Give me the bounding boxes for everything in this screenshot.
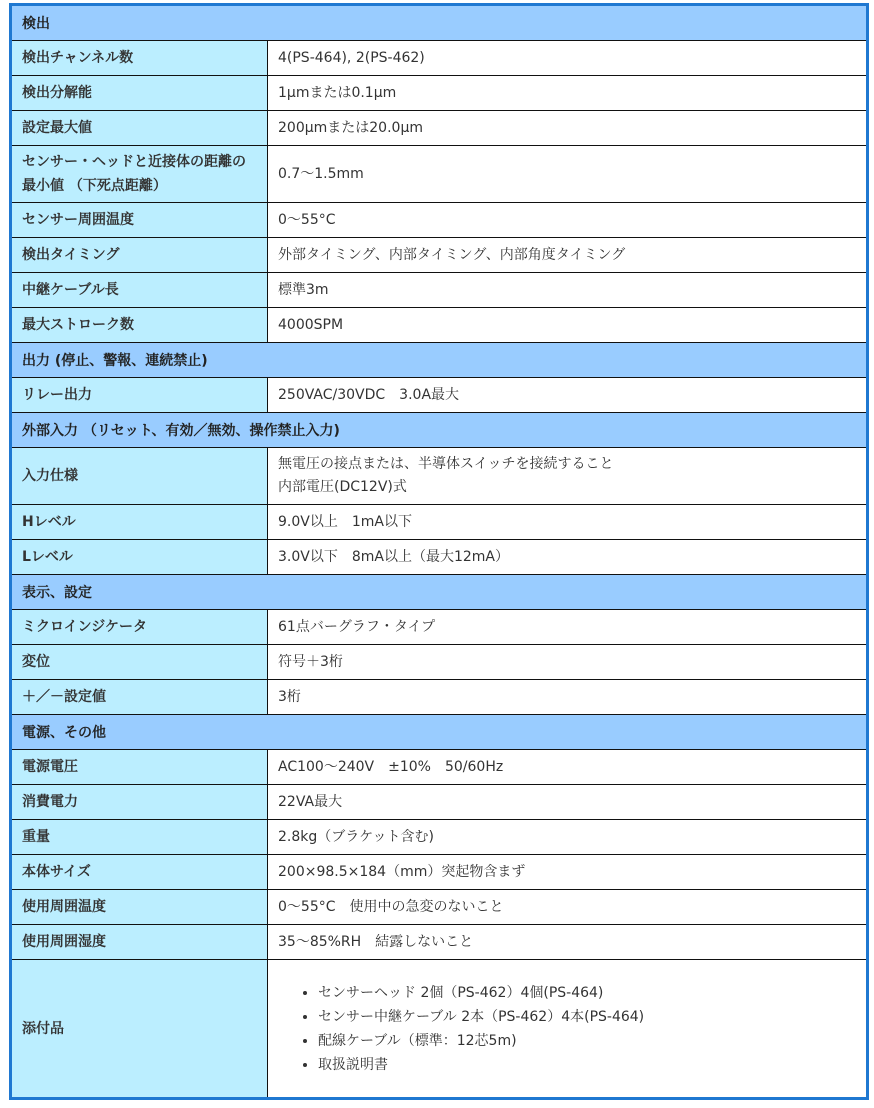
row-value: 4(PS-464), 2(PS-462) <box>268 41 868 76</box>
row-label: ミクロインジケータ <box>11 610 268 645</box>
value-line: 内部電圧(DC12V)式 <box>278 479 407 495</box>
list-item: • 配線ケーブル（標準：12芯5m) <box>318 1029 856 1053</box>
table-row <box>11 308 868 343</box>
table-row <box>11 890 868 925</box>
row-label: 添付品 <box>11 960 268 1099</box>
row-label: ＋／－設定値 <box>11 680 268 715</box>
row-label: 検出タイミング <box>11 238 268 273</box>
row-label: 本体サイズ <box>11 855 268 890</box>
table-row <box>11 820 868 855</box>
row-value: 標準3m <box>268 273 868 308</box>
row-value: AC100〜240V ±10% 50/60Hz <box>268 750 868 785</box>
table-row <box>11 203 868 238</box>
row-label: センサー・ヘッドと近接体の距離の最小値 （下死点距離） <box>11 146 268 203</box>
list-item: • センサーヘッド 2個（PS-462）4個(PS-464) <box>318 981 856 1005</box>
section-title: 検出 <box>11 5 868 41</box>
row-label: リレー出力 <box>11 378 268 413</box>
table-row <box>11 680 868 715</box>
row-value: 35〜85%RH 結露しないこと <box>268 925 868 960</box>
spec-table <box>9 3 869 1100</box>
row-value: 3.0V以下 8mA以上（最大12mA） <box>268 540 868 575</box>
row-label: 検出チャンネル数 <box>11 41 268 76</box>
section-header-output <box>11 343 868 378</box>
table-row-accessories <box>11 960 868 1099</box>
table-row <box>11 111 868 146</box>
section-header-power-other <box>11 715 868 750</box>
section-title: 電源、その他 <box>11 715 868 750</box>
row-label: 検出分解能 <box>11 76 268 111</box>
row-label: Lレベル <box>11 540 268 575</box>
section-header-external-input <box>11 413 868 448</box>
row-value: 22VA最大 <box>268 785 868 820</box>
row-label: 使用周囲湿度 <box>11 925 268 960</box>
section-title: 出力 (停止、警報、連続禁止) <box>11 343 868 378</box>
section-header-display-settings <box>11 575 868 610</box>
table-row <box>11 76 868 111</box>
row-value: 4000SPM <box>268 308 868 343</box>
row-value: 2.8kg（ブラケット含む) <box>268 820 868 855</box>
row-label: 消費電力 <box>11 785 268 820</box>
row-value: 3桁 <box>268 680 868 715</box>
table-row <box>11 785 868 820</box>
row-label: 電源電圧 <box>11 750 268 785</box>
list-item: • センサー中継ケーブル 2本（PS-462）4本(PS-464) <box>318 1005 856 1029</box>
section-title: 外部入力 （リセット、有効／無効、操作禁止入力) <box>11 413 868 448</box>
list-item: • 取扱説明書 <box>318 1053 856 1077</box>
table-row <box>11 610 868 645</box>
table-row <box>11 378 868 413</box>
section-header-detection <box>11 5 868 41</box>
row-label: 重量 <box>11 820 268 855</box>
table-row <box>11 925 868 960</box>
row-label: 入力仕様 <box>11 448 268 505</box>
row-label: 設定最大値 <box>11 111 268 146</box>
section-title: 表示、設定 <box>11 575 868 610</box>
value-line: 無電圧の接点または、半導体スイッチを接続すること <box>278 456 614 472</box>
table-row <box>11 448 868 505</box>
table-row <box>11 146 868 203</box>
accessories-list <box>278 981 856 1077</box>
row-value: 250VAC/30VDC 3.0A最大 <box>268 378 868 413</box>
row-value: 0.7〜1.5mm <box>268 146 868 203</box>
row-value: 9.0V以上 1mA以下 <box>268 505 868 540</box>
table-row <box>11 238 868 273</box>
table-row <box>11 505 868 540</box>
table-row <box>11 645 868 680</box>
table-row <box>11 273 868 308</box>
row-value: 1μmまたは0.1μm <box>268 76 868 111</box>
row-label: 使用周囲温度 <box>11 890 268 925</box>
row-value <box>268 448 868 505</box>
row-label: センサー周囲温度 <box>11 203 268 238</box>
row-label: 中継ケーブル長 <box>11 273 268 308</box>
row-value: 外部タイミング、内部タイミング、内部角度タイミング <box>268 238 868 273</box>
row-value <box>268 960 868 1099</box>
table-row <box>11 750 868 785</box>
row-value: 61点バーグラフ・タイプ <box>268 610 868 645</box>
spec-table-container <box>9 3 869 1100</box>
table-row <box>11 855 868 890</box>
row-label: 変位 <box>11 645 268 680</box>
row-value: 200μmまたは20.0μm <box>268 111 868 146</box>
row-value: 200×98.5×184（mm）突起物含まず <box>268 855 868 890</box>
row-value: 符号＋3桁 <box>268 645 868 680</box>
table-row <box>11 41 868 76</box>
row-label: Hレベル <box>11 505 268 540</box>
table-row <box>11 540 868 575</box>
row-value: 0〜55°C <box>268 203 868 238</box>
row-value: 0〜55°C 使用中の急変のないこと <box>268 890 868 925</box>
row-label: 最大ストローク数 <box>11 308 268 343</box>
